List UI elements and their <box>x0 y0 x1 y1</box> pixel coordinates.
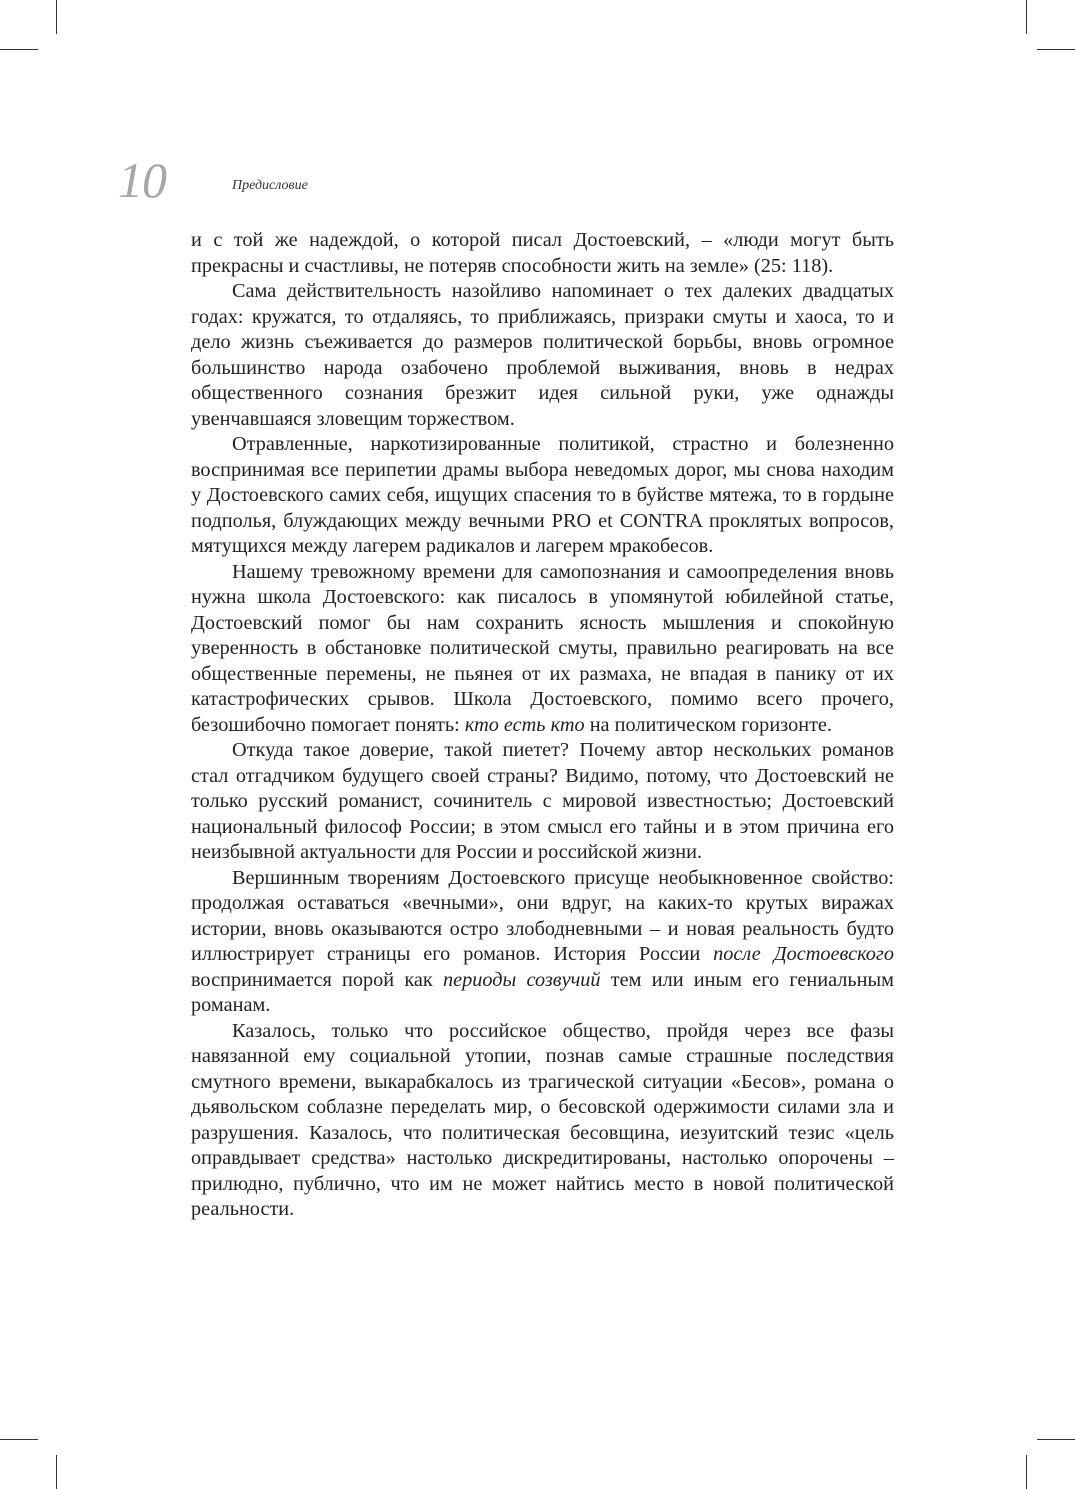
crop-mark-bottom-right-horizontal <box>1037 1439 1075 1440</box>
paragraph <box>191 1019 894 1223</box>
text-segment: Откуда такое доверие, такой пиетет? Почему автор нескольких романов стал отгадчиком будущего своей страны? Видимо, потому, что Достоевский не только русский романист, сочинитель с мировой известностью; Достоевский национальный философ России; в этом смысл его тайны и в этом причина его неизбывной актуальности для России и российской жизни. <box>191 739 894 863</box>
paragraph <box>191 738 894 866</box>
paragraph <box>191 228 894 279</box>
crop-mark-top-left <box>56 0 57 34</box>
crop-mark-bottom-right <box>1026 1455 1027 1489</box>
emphasis-text: после Достоевского <box>713 943 894 965</box>
text-segment: Отравленные, наркотизированные политикой, страстно и болезненно воспринимая все перипетии драмы выбора неведомых дорог, мы снова находим у Достоевского самих себя, ищущих спасения то в буйстве мятежа, то в гордыне подполья, блуждающих между вечными PRO et CONTRA проклятых вопросов, мятущихся между лагерем радикалов и лагерем мракобесов. <box>191 433 894 557</box>
text-segment: на политическом горизонте. <box>584 713 833 736</box>
emphasis-text: периоды созвучий <box>443 968 601 991</box>
text-segment: воспринимается порой как <box>191 968 443 991</box>
text-segment: Нашему тревожному времени для самопознания и самоопределения вновь нужна школа Достоевского: как писалось в упомянутой юбилейной статье, Достоевский помог бы нам сохранить ясность мышления и спокойную уверенность в обстановке политической смуты, правильно реагировать на все общественные перемены, не пьянея от их размаха, не впадая в панику от их катастрофических срывов. Школа Достоевского, помимо всего прочего, безошибочно помогает понять: <box>191 560 894 736</box>
text-segment: Вершинным творениям Достоевского присуще необыкновенное свойство: продолжая оставаться «вечными», они вдруг, на каких-то крутых виражах истории, вновь оказываются остро злободневными – и новая реальность будто иллюстрирует страницы его романов. История России <box>191 866 894 965</box>
crop-mark-top-right-horizontal <box>1037 49 1075 50</box>
text-segment: Сама действительность назойливо напоминает о тех далеких двадцатых годах: кружатся, то отдаляясь, то приближаясь, призраки смуты и хаоса, то и дело жизнь съеживается до размеров политической борьбы, вновь огромное большинство народа озабочено проблемой выживания, вновь в недрах общественного сознания брезжит идея сильной руки, уже однажды увенчавшаяся зловещим торжеством. <box>191 280 894 430</box>
crop-mark-bottom-left <box>56 1455 57 1489</box>
text-segment: Казалось, только что российское общество, пройдя через все фазы навязанной ему социальной утопии, познав самые страшные последствия смутного времени, выкарабкалось из трагической ситуации «Бесов», романа о дьявольском соблазне переделать мир, о бесовской одержимости силами зла и разрушения. Казалось, что политическая бесовщина, иезуитский тезис «цель оправдывает средства» настолько дискредитированы, настолько опорочены – прилюдно, публично, что им не может найтись место в новой политической реальности. <box>191 1019 894 1220</box>
paragraph <box>191 432 894 560</box>
running-title: Предисловие <box>232 178 308 193</box>
body-text <box>191 228 894 1223</box>
crop-mark-bottom-left-horizontal <box>0 1439 38 1440</box>
paragraph <box>191 560 894 739</box>
crop-mark-top-right <box>1026 0 1027 34</box>
emphasis-text: кто есть кто <box>464 713 585 736</box>
text-segment: тем или иным его гениальным романам. <box>191 968 894 1016</box>
paragraph <box>191 866 894 1019</box>
crop-mark-top-left-horizontal <box>0 49 38 50</box>
text-segment: и с той же надеждой, о которой писал Достоевский, – «люди могут быть прекрасны и счастливы, не потеряв способности жить на земле» (25: 118). <box>191 229 894 277</box>
page-number: 10 <box>118 152 166 208</box>
paragraph <box>191 279 894 432</box>
